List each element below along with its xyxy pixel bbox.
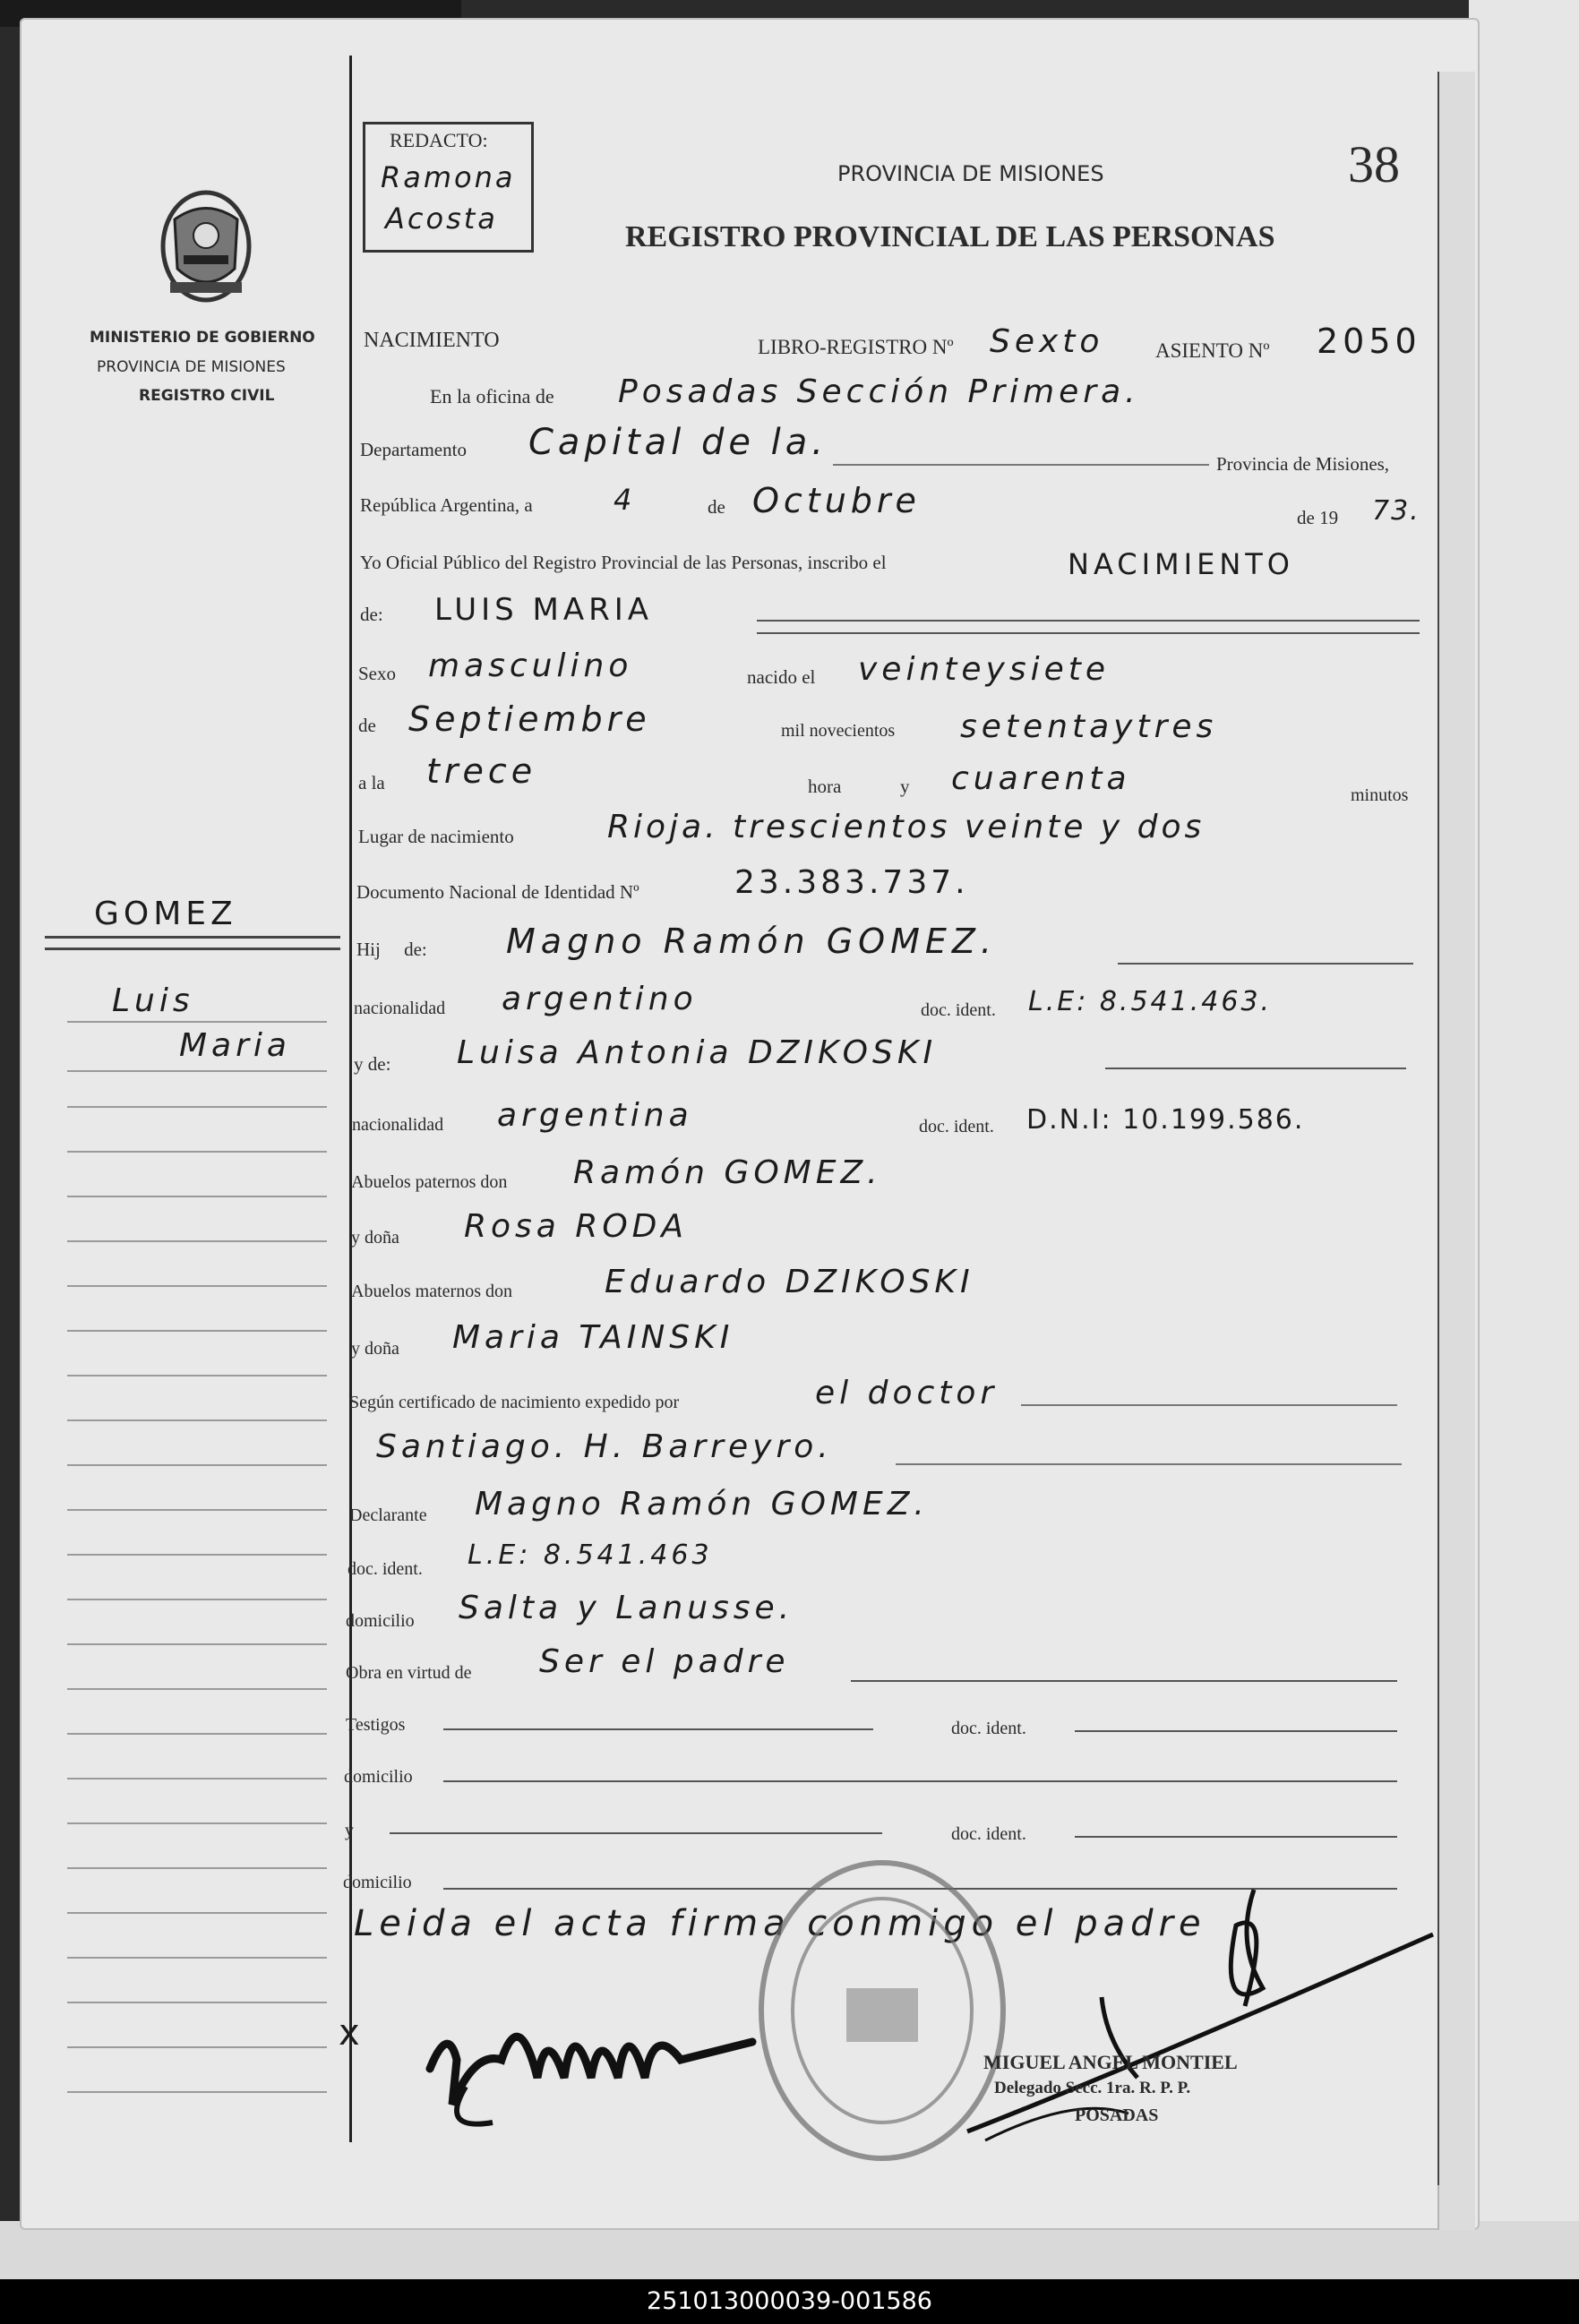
father-name-value: Magno Ramón GOMEZ.: [506, 922, 997, 961]
minutos-label: minutos: [1351, 785, 1409, 805]
abuela-materna-label: y doña: [351, 1339, 399, 1359]
nacionalidad-label-2: nacionalidad: [352, 1115, 444, 1135]
official-signature: [949, 1872, 1451, 2158]
de-label: de: [708, 496, 725, 518]
hora-label: hora: [808, 776, 842, 797]
mother-name-value: Luisa Antonia DZIKOSKI: [457, 1034, 938, 1071]
margin-rule: [67, 1106, 327, 1108]
testigo-doc-line-1: [1075, 1730, 1397, 1732]
testigos-label: Testigos: [346, 1715, 406, 1735]
month-value: Octubre: [752, 481, 921, 520]
coat-of-arms-icon: [152, 184, 260, 309]
nacionalidad-value-1: argentino: [502, 981, 698, 1017]
year-prefix-label: de 19: [1297, 507, 1339, 528]
margin-rule: [67, 1733, 327, 1735]
margin-rule-heavy: [45, 948, 340, 950]
margin-rule: [67, 1957, 327, 1959]
image-id-footer: 251013000039-001586: [0, 2279, 1579, 2324]
domicilio-value: Salta y Lanusse.: [459, 1590, 794, 1626]
declarant-signature: [412, 1952, 806, 2149]
doc-ident-value-2: D.N.I: 10.199.586.: [1026, 1104, 1305, 1136]
page-number: 38: [1348, 135, 1400, 193]
nacido-label: nacido el: [747, 666, 816, 688]
testigos-line: [443, 1728, 873, 1730]
margin-rule: [67, 1643, 327, 1645]
margin-rule: [67, 1599, 327, 1600]
certificado-line-2: [896, 1463, 1402, 1465]
dni-value: 23.383.737.: [734, 864, 969, 901]
margin-rule: [67, 1778, 327, 1779]
declarante-value: Magno Ramón GOMEZ.: [475, 1486, 929, 1522]
abuelo-paterno-value: Ramón GOMEZ.: [573, 1154, 882, 1191]
margin-rule: [67, 2091, 327, 2093]
departamento-label: Departamento: [360, 439, 467, 460]
mother-line: [1105, 1068, 1406, 1069]
a-la-label: a la: [358, 772, 385, 793]
doc-ident-value-1: L.E: 8.541.463.: [1028, 986, 1273, 1017]
lugar-value: Rioja. trescientos veinte y dos: [607, 809, 1206, 845]
province-heading: PROVINCIA DE MISIONES: [837, 161, 1104, 186]
margin-rule: [67, 1822, 327, 1824]
oficial-label: Yo Oficial Público del Registro Provincial de las Personas, inscribo el: [360, 552, 887, 573]
declarante-doc-label: doc. ident.: [348, 1559, 423, 1579]
official-place: POSADAS: [1075, 2105, 1159, 2125]
libro-label: LIBRO-REGISTRO Nº: [758, 336, 954, 358]
margin-rule: [67, 2002, 327, 2003]
name-line-2: [757, 632, 1420, 634]
margin-surname: GOMEZ: [94, 896, 237, 932]
oficina-label: En la oficina de: [430, 385, 554, 407]
redacto-name-1: Ramona: [381, 160, 516, 194]
republica-label: República Argentina, a: [360, 494, 533, 516]
margin-rule: [67, 1070, 327, 1072]
margin-rule: [67, 1021, 327, 1023]
margin-rule: [67, 1419, 327, 1421]
margin-rule-heavy: [45, 936, 340, 939]
father-line: [1118, 963, 1413, 965]
record-type-label: NACIMIENTO: [364, 329, 500, 352]
mil-label: mil novecientos: [781, 721, 896, 741]
margin-rule: [67, 2046, 327, 2048]
official-title: Delegado Secc. 1ra. R. P. P.: [994, 2079, 1191, 2097]
margin-rule: [67, 1912, 327, 1914]
margin-rule: [67, 1151, 327, 1153]
closing-statement: Leida el acta firma conmigo el padre: [354, 1903, 1206, 1944]
day-value: 4: [614, 483, 637, 517]
departamento-value: Capital de la.: [528, 422, 828, 463]
margin-rule: [67, 1867, 327, 1869]
obra-label: Obra en virtud de: [346, 1663, 472, 1683]
y-label: y: [900, 776, 910, 797]
dni-label: Documento Nacional de Identidad Nº: [356, 881, 639, 903]
obra-value: Ser el padre: [539, 1643, 790, 1680]
testigo-domicilio-label-2: domicilio: [343, 1873, 412, 1892]
libro-value: Sexto: [990, 323, 1104, 360]
y-de-label: y de:: [354, 1053, 391, 1075]
certificado-value-2: Santiago. H. Barreyro.: [376, 1428, 833, 1465]
certificado-label: Según certificado de nacimiento expedido por: [349, 1393, 680, 1412]
declarante-doc-value: L.E: 8.541.463: [468, 1539, 713, 1571]
testigo-y-label: y: [345, 1821, 354, 1840]
certificado-line: [1021, 1404, 1397, 1406]
testigo-doc-label-1: doc. ident.: [951, 1719, 1026, 1738]
asiento-value: 2050: [1317, 322, 1421, 361]
margin-rule: [67, 1509, 327, 1511]
registry-label: REGISTRO CIVIL: [139, 387, 275, 405]
ministry-label: MINISTERIO DE GOBIERNO: [90, 329, 315, 347]
minutos-value: cuarenta: [951, 760, 1131, 797]
nacido-value: veinteysiete: [858, 651, 1111, 688]
margin-rule: [67, 1285, 327, 1287]
testigo-doc-label-2: doc. ident.: [951, 1824, 1026, 1844]
doc-ident-label-1: doc. ident.: [921, 1000, 996, 1020]
asiento-label: ASIENTO Nº: [1155, 339, 1270, 362]
abuelos-paternos-label: Abuelos paternos don: [351, 1172, 508, 1192]
birth-month-value: Septiembre: [408, 699, 651, 739]
testigo-doc-line-2: [1075, 1836, 1397, 1838]
abuelos-maternos-label: Abuelos maternos don: [351, 1282, 512, 1301]
x-mark: x: [339, 2012, 365, 2054]
mil-value: setentaytres: [960, 708, 1218, 745]
official-name: MIGUEL ANGEL MONTIEL: [983, 2051, 1238, 2073]
certificado-value-1: el doctor: [815, 1375, 999, 1411]
hijo-label: Hij de:: [356, 939, 427, 960]
departamento-line: [833, 464, 1209, 466]
name-line: [757, 620, 1420, 622]
oficial-value: NACIMIENTO: [1068, 547, 1294, 581]
de-month-label: de: [358, 715, 376, 736]
domicilio-label: domicilio: [346, 1611, 415, 1631]
margin-given-name-1: Luis: [112, 982, 194, 1019]
child-name-value: LUIS MARIA: [434, 592, 654, 628]
margin-rule: [67, 1375, 327, 1376]
sexo-label: Sexo: [358, 663, 396, 684]
margin-given-name-2: Maria: [179, 1027, 291, 1064]
margin-rule: [67, 1688, 327, 1690]
register-title: REGISTRO PROVINCIAL DE LAS PERSONAS: [625, 220, 1275, 253]
abuelo-materno-value: Eduardo DZIKOSKI: [605, 1264, 974, 1300]
provincia-label: Provincia de Misiones,: [1216, 453, 1390, 475]
redacto-label: REDACTO:: [390, 129, 488, 151]
de-name-label: de:: [360, 604, 383, 625]
testigo-domicilio-line-1: [443, 1780, 1397, 1782]
nacionalidad-value-2: argentina: [497, 1097, 693, 1134]
lugar-label: Lugar de nacimiento: [358, 826, 514, 847]
abuela-paterna-label: y doña: [351, 1228, 399, 1248]
obra-line: [851, 1680, 1397, 1682]
oficina-value: Posadas Sección Primera.: [618, 373, 1140, 410]
hora-value: trece: [426, 751, 537, 791]
abuela-paterna-value: Rosa RODA: [464, 1208, 688, 1245]
margin-rule: [67, 1240, 327, 1242]
redacto-name-2: Acosta: [385, 202, 498, 236]
testigo-domicilio-label-1: domicilio: [344, 1767, 413, 1787]
right-border-rule: [1437, 72, 1439, 2185]
ministry-province-label: PROVINCIA DE MISIONES: [97, 358, 286, 376]
testigo-line-2: [390, 1832, 882, 1834]
margin-rule: [67, 1464, 327, 1466]
sexo-value: masculino: [428, 647, 633, 684]
margin-rule: [67, 1196, 327, 1197]
background-light: [1469, 0, 1579, 2279]
margin-rule: [67, 1330, 327, 1332]
abuela-materna-value: Maria TAINSKI: [452, 1319, 734, 1356]
doc-ident-label-2: doc. ident.: [919, 1117, 994, 1136]
nacionalidad-label-1: nacionalidad: [354, 999, 446, 1018]
declarante-label: Declarante: [349, 1505, 427, 1525]
year-value: 73.: [1372, 495, 1420, 527]
margin-rule: [67, 1554, 327, 1556]
